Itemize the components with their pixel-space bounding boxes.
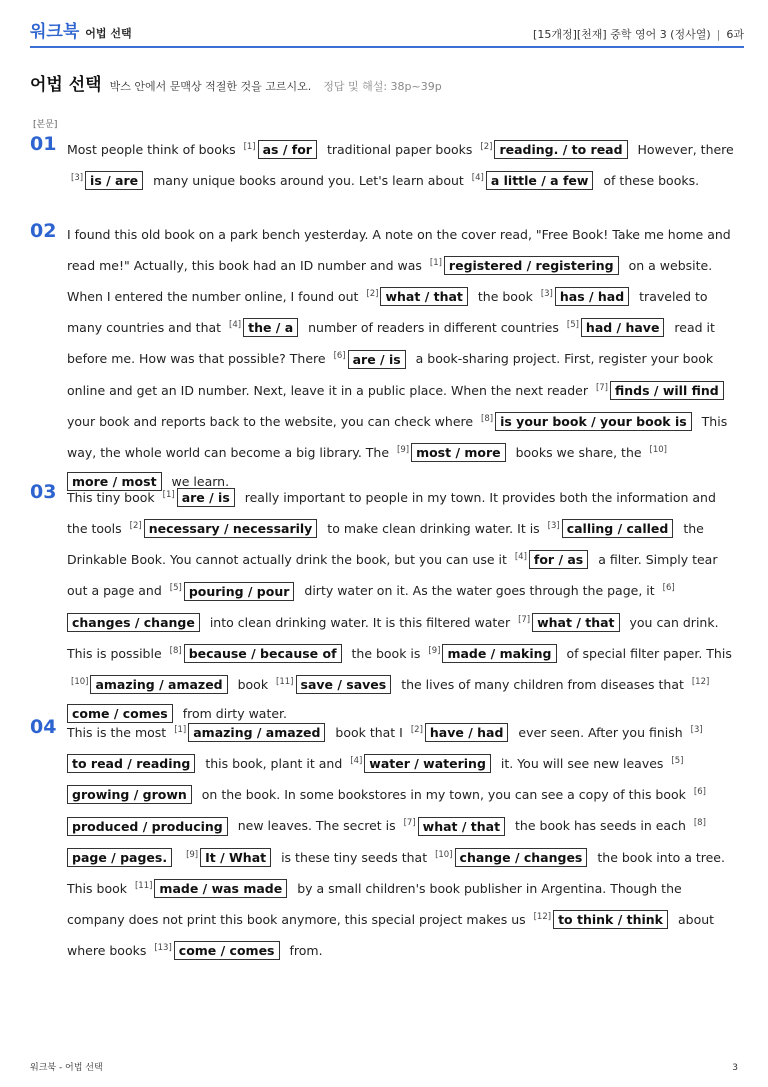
blank-number: [10] xyxy=(649,444,667,455)
choice-box[interactable]: are / is xyxy=(348,350,406,369)
choice-box[interactable]: It / What xyxy=(200,848,271,867)
passage-text-run: This way, the whole world can become a big library. The xyxy=(67,413,728,461)
passage-number: 01 xyxy=(30,133,57,155)
blank-number: [9] xyxy=(428,645,441,656)
choice-box[interactable]: come / comes xyxy=(67,704,173,723)
passage-text-run: it. You will see new leaves xyxy=(496,756,668,772)
lesson-label: 6과 xyxy=(726,28,744,41)
passage-text-run: However, there xyxy=(633,142,734,158)
passage-text-run: read it before me. How was that possible? There xyxy=(67,320,715,367)
choice-box[interactable]: had / have xyxy=(581,318,665,337)
choice-box[interactable]: come / comes xyxy=(174,941,280,960)
passage-number: 02 xyxy=(30,220,57,242)
page-number: 3 xyxy=(732,1063,738,1073)
passage-text-run: many unique books around you. Let's learn about xyxy=(149,173,468,189)
blank-number: [6] xyxy=(662,583,675,594)
passage-text-run: about where books xyxy=(67,912,715,959)
passage-text-run: a filter. Simply tear out a page and xyxy=(67,552,718,599)
title-row xyxy=(30,70,442,95)
brand-title: 워크북 xyxy=(30,22,80,42)
blank-number: [8] xyxy=(693,818,706,829)
blank-number: [11] xyxy=(276,676,294,687)
blank-number: [2] xyxy=(366,289,379,300)
blank-number: [7] xyxy=(403,818,416,829)
choice-box[interactable]: changes / change xyxy=(67,613,200,632)
blank-number: [2] xyxy=(129,521,142,532)
passage-text-run: the book is xyxy=(347,645,425,661)
blank-number: [1] xyxy=(429,258,442,268)
brand xyxy=(30,17,132,42)
blank-number: [4] xyxy=(229,320,242,331)
blank-number: [5] xyxy=(671,756,684,767)
passage-text-run: new leaves. The secret is xyxy=(233,818,400,834)
course-title: [15개정][천재] 중학 영어 3 (정사열) xyxy=(533,28,711,41)
blank-number: [7] xyxy=(518,614,531,625)
brand-section: 어법 선택 xyxy=(85,27,132,40)
blank-number: [10] xyxy=(71,676,89,687)
choice-box[interactable]: amazing / amazed xyxy=(90,675,227,694)
passage-text-run: book that I xyxy=(331,725,407,741)
blank-number: [5] xyxy=(566,320,579,331)
passage-text-run: the book xyxy=(473,289,537,305)
blank-number: [11] xyxy=(134,880,153,891)
blank-number: [9] xyxy=(186,849,199,860)
blank-number: [6] xyxy=(693,787,706,798)
choice-box[interactable]: because / because of xyxy=(184,644,342,663)
blank-number: [3] xyxy=(540,289,553,300)
passage-text-run: on the book. In some bookstores in my town, you can see a copy of this book xyxy=(197,787,690,803)
passage-text xyxy=(67,481,738,728)
blank-number: [1] xyxy=(162,490,175,500)
blank-number: [12] xyxy=(533,911,552,922)
choice-box[interactable]: what / that xyxy=(418,817,505,836)
choice-box[interactable]: pouring / pour xyxy=(184,582,295,601)
choice-box[interactable]: is / are xyxy=(85,171,143,190)
passage-text-run: is these tiny seeds that xyxy=(277,849,432,865)
passage-text-run: This tiny book xyxy=(67,490,159,506)
passage-text-run: into clean drinking water. It is this filtered water xyxy=(205,614,515,630)
passage-text-run: of special filter paper. This xyxy=(562,645,732,661)
passage-number: 04 xyxy=(30,716,57,738)
page-title: 어법 선택 xyxy=(30,75,102,95)
blank-number: [3] xyxy=(690,725,703,735)
page-header xyxy=(30,20,744,48)
blank-number: [12] xyxy=(691,676,710,687)
blank-number: [5] xyxy=(169,583,182,594)
passage-text-run: the lives of many children from diseases that xyxy=(397,677,688,693)
passage-text-run: ever seen. After you finish xyxy=(514,725,687,741)
passage-text-run: the book has seeds in each xyxy=(511,818,690,834)
answer-reference: 정답 및 해설: 38p~39p xyxy=(323,80,442,93)
blank-number: [4] xyxy=(514,552,527,563)
choice-box[interactable]: the / a xyxy=(243,318,298,337)
choice-box[interactable]: most / more xyxy=(411,443,506,462)
passage-text-run: dirty water on it. As the water goes through the page, it xyxy=(300,583,659,599)
choice-box[interactable]: save / saves xyxy=(296,675,392,694)
passage-text-run: we learn. xyxy=(167,474,230,490)
passage-text-run: from. xyxy=(285,943,323,959)
choice-box[interactable]: a little / a few xyxy=(486,171,594,190)
choice-box[interactable]: what / that xyxy=(532,613,619,632)
choice-box[interactable]: as / for xyxy=(258,140,317,159)
passage-text-run: on a website. When I entered the number online, I found out xyxy=(67,258,713,305)
passage-03 xyxy=(30,481,738,728)
blank-number: [3] xyxy=(547,521,560,532)
choice-box[interactable]: amazing / amazed xyxy=(188,723,325,742)
blank-number: [10] xyxy=(435,849,453,860)
passage-04 xyxy=(30,716,738,965)
passage-text-run: the book into a tree. This book xyxy=(67,849,725,896)
passage-02 xyxy=(30,220,738,496)
choice-box[interactable]: registered / registering xyxy=(444,256,619,275)
passage-text xyxy=(67,716,738,965)
choice-box[interactable]: water / watering xyxy=(364,754,491,773)
passage-text-run: book xyxy=(233,677,273,693)
passage-number: 03 xyxy=(30,481,57,503)
blank-number: [4] xyxy=(471,173,484,184)
blank-number: [1] xyxy=(243,142,256,152)
passage-text-run xyxy=(178,850,182,865)
choice-box[interactable]: reading. / to read xyxy=(494,140,627,159)
choice-box[interactable]: has / had xyxy=(555,287,629,306)
choice-box[interactable]: more / most xyxy=(67,472,162,491)
passage-text-run: This is the most xyxy=(67,725,171,741)
blank-number: [2] xyxy=(410,725,423,735)
passage-text-run: you can drink. This is possible xyxy=(67,614,719,661)
instruction: 박스 안에서 문맥상 적절한 것을 고르시오. xyxy=(109,80,312,93)
passage-text-run: the Drinkable Book. You cannot actually drink the book, but you can use it xyxy=(67,521,704,568)
passage-text-run: a book-sharing project. First, register your book online and get an ID number. Next, leave it in a public place. When the next reader xyxy=(67,351,714,398)
source-tag: [본문] xyxy=(33,120,58,130)
blank-number: [8] xyxy=(169,645,182,656)
choice-box[interactable]: what / that xyxy=(380,287,467,306)
passage-text xyxy=(67,220,738,496)
choice-box[interactable]: page / pages. xyxy=(67,848,172,867)
passage-text-run: to make clean drinking water. It is xyxy=(323,521,544,537)
choice-box[interactable]: necessary / necessarily xyxy=(144,519,318,538)
choice-box[interactable]: for / as xyxy=(529,550,588,569)
blank-number: [13] xyxy=(154,943,172,954)
passage-text-run: by a small children's book publisher in Argentina. Though the company does not print this book anymore, this special project makes us xyxy=(67,880,682,928)
footer-label: 워크북 - 어법 선택 xyxy=(30,1063,103,1073)
passage-text-run: of these books. xyxy=(599,173,700,189)
passage-text-run: I found this old book on a park bench yesterday. A note on the cover read, "Free Book! Take me home and read me!" Actually, this book had an ID number and was xyxy=(67,227,731,274)
blank-number: [8] xyxy=(481,413,494,424)
blank-number: [9] xyxy=(397,444,410,455)
blank-number: [3] xyxy=(71,173,84,184)
choice-box[interactable]: to read / reading xyxy=(67,754,195,773)
passage-text-run: number of readers in different countries xyxy=(304,320,563,336)
passage-text-run: books we share, the xyxy=(511,445,646,461)
choice-box[interactable]: are / is xyxy=(177,488,235,507)
course-info xyxy=(533,26,744,42)
choice-box[interactable]: change / changes xyxy=(455,848,588,867)
passage-01 xyxy=(30,133,738,195)
choice-box[interactable]: finds / will find xyxy=(610,381,724,400)
choice-box[interactable]: made / was made xyxy=(154,879,287,898)
blank-number: [4] xyxy=(350,756,363,767)
choice-box[interactable]: produced / producing xyxy=(67,817,228,836)
blank-number: [1] xyxy=(174,725,187,735)
blank-number: [2] xyxy=(480,142,493,152)
blank-number: [7] xyxy=(595,382,608,393)
passage-text-run: Most people think of books xyxy=(67,142,240,158)
choice-box[interactable]: have / had xyxy=(425,723,509,742)
separator: | xyxy=(716,28,721,41)
passage-text-run: this book, plant it and xyxy=(201,756,347,772)
passage-text xyxy=(67,133,738,195)
choice-box[interactable]: growing / grown xyxy=(67,785,192,804)
passage-text-run: traveled to many countries and that xyxy=(67,289,708,336)
blank-number: [6] xyxy=(333,351,346,362)
choice-box[interactable]: made / making xyxy=(442,644,556,663)
passage-text-run: really important to people in my town. It provides both the information and the tools xyxy=(67,490,716,537)
choice-box[interactable]: to think / think xyxy=(553,910,668,929)
passage-text-run: from dirty water. xyxy=(178,706,288,722)
choice-box[interactable]: is your book / your book is xyxy=(495,412,692,431)
passage-text-run: traditional paper books xyxy=(322,142,477,158)
choice-box[interactable]: calling / called xyxy=(562,519,674,538)
passage-text-run: your book and reports back to the website, you can check where xyxy=(67,413,478,429)
